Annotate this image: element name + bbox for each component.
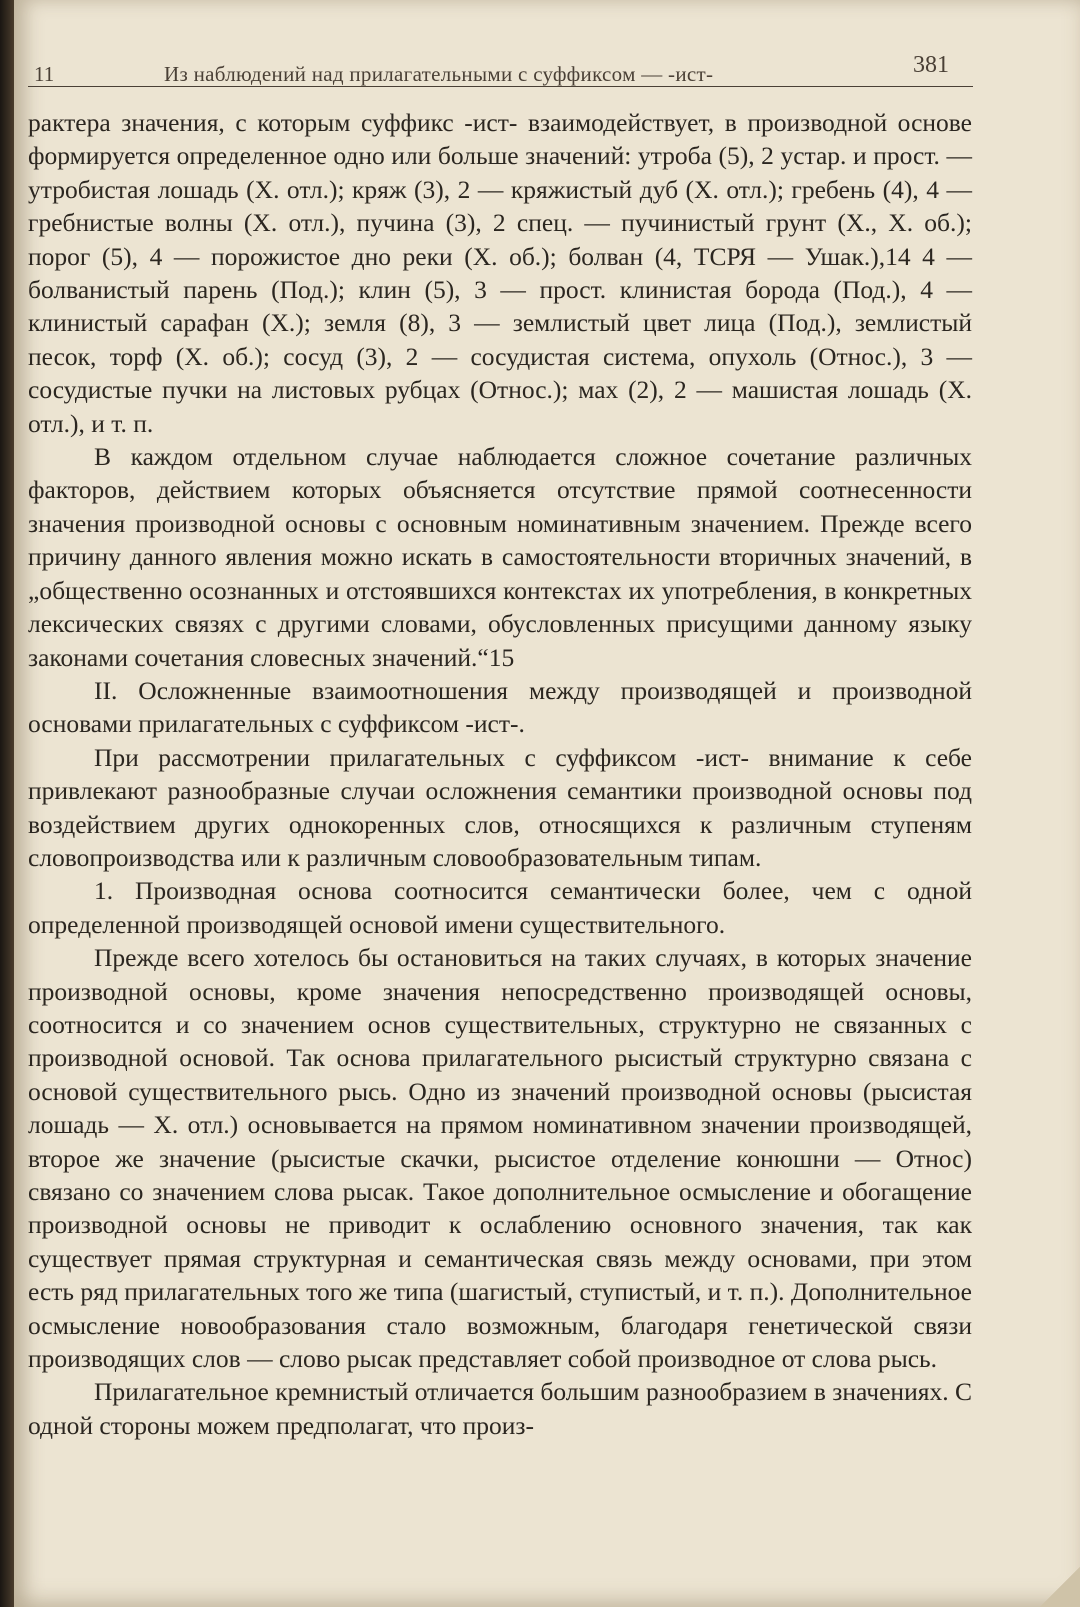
paragraph: В каждом отдельном случае наблюдается сложное сочетание различных факторов, действием которых объясняется отсутствие прямой соотнесенности значения производной основы с основным номинативным значением. Прежде всего причину данного явления можно искать в самостоятельности вторичных значений, в „общественно осознанных и отстоявшихся контекстах их употребления, в конкретных лексических связях с другими словами, обусловленных присущими данному языку законами сочетания словесных значений.“15 [28, 442, 972, 672]
paragraph: Прилагательное кремнистый отличается большим разнообразием в значениях. С одной стороны можем предполагат, что произ- [28, 1377, 972, 1440]
section-heading: II. Осложненные взаимоотношения между производящей и производной основами прилагательных с суффиксом -ист-. [28, 675, 972, 739]
book-spine-shadow [0, 0, 14, 1607]
page-number: 381 [913, 52, 949, 78]
paragraph: При рассмотрении прилагательных с суффиксом -ист- внимание к себе привлекают разнообразные случаи осложнения семантики производной основы под воздействием других однокоренных слов, относящихся к различным ступеням словопроизводства или к различным словообразовательным типам. [28, 742, 972, 872]
subsection-heading: 1. Производная основа соотносится семантически более, чем с одной определенной производящей основой имени существительного. [28, 876, 972, 939]
page-corner [1040, 1567, 1080, 1607]
paragraph: Прежде всего хотелось бы остановиться на таких случаях, в которых значение производной основы, кроме значения непосредственно производящей основы, соотносится и со значением основ существительных, структурно не связанных с производной основой. Так основа прилагательного рысистый структурно связана с основой существительного рысь. Одно из значений производной основы (рысистая лошадь — X. отл.) основывается на прямом номинативном значении производящей, второе же значение (рысистые скачки, рысистое отделение конюшни — Относ) связано со значением слова рысак. Такое дополнительное осмысление и обогащение производной основы не приводит к ослаблению основного значения, так как существует прямая структурная и семантическая связь между основами, при этом есть ряд прилагательных того же типа (шагистый, ступистый, и т. п.). Дополнительное осмысление новообразования стало возможным, благодаря генетической связи производящих слов — слово рысак представляет собой производное от слова рысь. [28, 943, 972, 1374]
book-page [14, 0, 1080, 1607]
body-text [28, 106, 972, 1442]
header-left-mark: 11 [34, 62, 55, 86]
running-header [28, 52, 973, 87]
header-title: Из наблюдений над прилагательными с суффиксом — -ист- [164, 62, 714, 86]
paragraph: рактера значения, с которым суффикс -ист- взаимодействует, в производной основе формируется определенное одно или больше значений: утроба (5), 2 устар. и прост. — утробистая лошадь (X. отл.); кряж (3), 2 — кряжистый дуб (X. отл.); гребень (4), 4 — гребнистые волны (X. отл.), пучина (3), 2 спец. — пучинистый грунт (X., X. об.); порог (5), 4 — порожистое дно реки (X. об.); болван (4, ТСРЯ — Ушак.),14 4 — болванистый парень (Под.); клин (5), 3 — прост. клинистая борода (Под.), 4 — клинистый сарафан (X.); земля (8), 3 — землистый цвет лица (Под.), землистый песок, торф (X. об.); сосуд (3), 2 — сосудистая система, опухоль (Относ.), 3 — сосудистые пучки на листовых рубцах (Относ.); мах (2), 2 — машистая лошадь (X. отл.), и т. п. [28, 108, 972, 438]
